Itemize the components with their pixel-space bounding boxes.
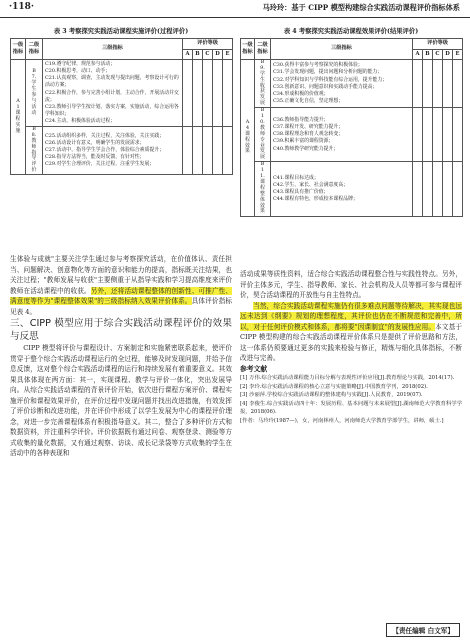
table3-a1-label: A1课程实施: [15, 98, 21, 134]
right-paragraph-2: [240, 301, 462, 364]
left-column: [10, 254, 232, 459]
right-paragraph-2-text: 本文基于 CIPP 模型构建的综合实践活动课程评价体系只是提供了评价思路和方法，这一体系仍须要通过更多的实践来检验与修正，精炼与细化具体指标，不断改进与完善。: [240, 322, 462, 362]
table4-b9-indicators: [271, 60, 413, 108]
table3-header-level1: 一级指标: [11, 39, 26, 60]
indicator-c40: C40.教师教学研究能力提升；: [273, 145, 339, 152]
indicator-c38: C38.课程理念和育人观念转变；: [273, 131, 344, 138]
indicator-c39: C39.积累丰富的课程资源；: [273, 138, 334, 145]
table3-b7-cell: [26, 60, 43, 127]
indicator-c33: C33.创新意识、问题意识和实践动手能力提高；: [273, 83, 378, 90]
indicator-c24: C24.主动、积极体验活动过程；: [45, 117, 116, 124]
table4-header-level2: 二级指标: [255, 39, 271, 60]
table3-grade-d: D: [213, 49, 223, 60]
editor-box: 【责任编辑 白文军】: [386, 623, 460, 637]
table4-b11-label: B11.课程整体效果: [260, 161, 265, 215]
table3-b8-cell: [26, 127, 43, 175]
table3-grade-e: E: [223, 49, 233, 60]
indicator-c44: C44.课程有特色，形成校本课程品牌；: [273, 196, 358, 203]
table3-grade-b: B: [193, 49, 203, 60]
table3-header-level2: 二级指标: [26, 39, 43, 60]
table4-b10-indicators: [271, 108, 413, 162]
indicator-c27: C27.活动中，指导学生学会合作，体验综合素质提升；: [45, 147, 165, 154]
table4-header-level1: 一级指标: [241, 39, 255, 60]
table3-b8-label: B8.教师指导评价: [31, 126, 37, 174]
indicator-c26: C26.活动设计有意义，明确学生的发展需求；: [45, 140, 145, 146]
indicator-c32: C32.对学科知识与学科技能有综合运用，提升能力；: [273, 76, 388, 83]
table3-caption: 表 3 考察探究实践活动课程实施评价(过程评价): [53, 28, 189, 35]
table4-header-level3: 三级指标: [271, 39, 413, 60]
section-heading: 三、CIPP 模型应用于综合实践活动课程评价的效果与反思: [10, 318, 232, 342]
table3-b8-indicators: [43, 127, 183, 175]
table4-grade-d: D: [443, 49, 453, 60]
table4-b10-label: B10.教师专业发展: [260, 107, 265, 161]
indicator-c42: C42.学生、家长、社会满意度高；: [273, 181, 349, 188]
indicator-c31: C31.学会发现问题，提出问题和分析问题的能力；: [273, 69, 383, 76]
table4-b11-indicators: [271, 162, 413, 216]
table4-a4-cell: [241, 60, 255, 216]
indicator-c28: C28.指导方法得当，能及时反馈，有针对性；: [45, 154, 145, 161]
references-heading: 参考文献: [240, 364, 268, 373]
table3-grade-c: C: [203, 49, 213, 60]
indicator-c20: C20.积极思考，动口、动手；: [45, 68, 111, 75]
table4: [240, 38, 463, 217]
page-number: ·118·: [9, 2, 35, 12]
left-paragraph-1-highlight: 另外，还将活动课程整体的创新性、可推广性、满意度等作为"课程整体效果"的三级指标纳入效果评价体系。: [10, 286, 233, 305]
table4-grade-e: E: [453, 49, 463, 60]
table3-b7-indicators: [43, 60, 183, 127]
indicator-c19: C19.遵守纪律，规范参与活动；: [45, 61, 116, 68]
indicator-c35: C35.正确文化自信，坚定理想；: [273, 97, 344, 104]
reference-1: [1] 万伟.综合实践活动课程能力目标分解与表现性评价应用[J].教育理论与实践，2014(17).: [240, 375, 455, 381]
table4-caption: 表 4 考察探究实践活动课程效果评价(结果评价): [283, 28, 419, 35]
left-paragraph-1-text: 生体验与成就"主要关注学生通过参与考察探究活动，在价值体认、责任担当、问题解决、创意物化等方面的意识和能力的提高，指标既关注结果，也关注过程；"教师发展与收获"主要侧重于从指导实践和学习提高维度来评价教师在活动课程中的收获。: [10, 255, 232, 295]
reference-2: [2] 李玲.综合实践活动课程的核心立意与实施策略[J].中国教育学刊，2018(02).: [240, 383, 428, 390]
table4-grade-b: B: [423, 49, 433, 60]
table4-b11-cell: [255, 162, 271, 216]
running-title: 马玲玲：基于 CIPP 模型构建综合实践活动课程评价指标体系: [262, 3, 460, 12]
running-header: [0, 0, 470, 18]
reference-3: [3] 沙丽萍.学校综合实践活动课程的整体建构与实践[J].人民教育，2019(07).: [240, 392, 423, 399]
left-paragraph-1-tail: 具体评价指标见表 4。: [10, 297, 232, 316]
indicator-c21: C21.认真观察，调查，主动发现与提出问题，考察设计可行的活动方案；: [45, 75, 179, 89]
table4-b9-label: B9.学生收获发展: [260, 59, 265, 107]
right-paragraph-1: 活动成果等质性资料，适合综合实践活动课程整合性与实践性特点。另外，评价主体多元，学生、指导教师、家长、社会机构及人员等都可参与课程评价，契合活动课程的开放性与自主性特点。: [240, 270, 462, 299]
indicator-c41: C41.课程目标达成；: [273, 174, 319, 181]
left-paragraph-2: CIPP 模型将评价与课程设计、方案制定和实施紧密联系起来，使评价贯穿于整个综合实践活动课程运行的全过程，能够及时发现问题，并给予信息反馈，这对整个综合实践活动课程的运行和持续发展有着重要意义。其效果具体体现在两方面：其一，实现课程、教学与评价一体化，突出发展导向。从综合实践活动课程的背景评价开始，依次进行课程方案评价、课程实施评价和课程效果评价，在评价过程中发现问题并找出改进措施，有效发挥了评价诊断和改进功能，并在评价中形成了以学生发展为中心的课程评价理念，对进一步完善课程体系有积极指导意义。其二，整合了多种评价方式和数据资料，并注重科学评价。评价依据既有通过问卷、观察登录、测验等方式收集的量化数据，又有通过观察、访谈、成长记录袋等方式收集的学生在活动中的各种表现和: [10, 344, 232, 457]
indicator-c29: C29.对学生合理评价，关注过程，注重学生发展；: [45, 161, 155, 168]
table4-a4-label: A4课程效果: [245, 119, 250, 155]
table3-grade-a: A: [183, 49, 193, 60]
table4-header-grade: 评价等级: [413, 39, 463, 50]
table4-b10-cell: [255, 108, 271, 162]
indicator-c34: C34.形成积极的价值观；: [273, 90, 329, 97]
indicator-c37: C37.课程开发、研究能力提升；: [273, 124, 344, 131]
table3-header-grade: 评价等级: [183, 39, 233, 50]
table3-header-level3: 三级指标: [43, 39, 183, 60]
table3: [10, 38, 233, 175]
indicator-c43: C43.课程具有推广价值；: [273, 188, 329, 195]
right-column: [240, 269, 462, 426]
table4-grade-c: C: [433, 49, 443, 60]
table4-grade-a: A: [413, 49, 423, 60]
right-paragraph-2-highlight: 当然，综合实践活动课程实施仍有很多难点问题等待解决，其实现也远远未达到《纲要》规划的理想程度，其评价也仍在不断规范和完善中，所以，对于任何评价模式和体系，都将要"因课制宜"的发展性应用。: [240, 301, 462, 331]
indicator-c23: C23.教师引导学生按计划，落实方案，实施活动，综合运用各学科知识；: [45, 103, 179, 117]
left-paragraph-1: [10, 254, 232, 317]
indicator-c36: C36.教师指导能力提升；: [273, 117, 329, 124]
table4-b9-cell: [255, 60, 271, 108]
author-note: [作者：马玲玲(1987—)，女，河南林州人，河南师范大学教育学部学生，讲师，硕士.]: [240, 417, 444, 424]
indicator-c25: C25.活动组织多样，关注过程，关注体验，关注实践；: [45, 132, 165, 139]
table3-a1-cell: [11, 60, 26, 175]
indicator-c22: C22.积极合作，参与完善小组计划，主动合作，开展活动并交流；: [45, 89, 179, 103]
table3-b7-label: B7.学生参与活动: [31, 68, 37, 116]
indicator-c30: C30.获得丰富参与考察探究的积极体验；: [273, 62, 363, 69]
reference-4: [4] 李俊生.综合实践活动四十年：发展历程、基本问题与未来展望[J].湖南师范大学教育科学学报，2018(06).: [240, 400, 462, 416]
